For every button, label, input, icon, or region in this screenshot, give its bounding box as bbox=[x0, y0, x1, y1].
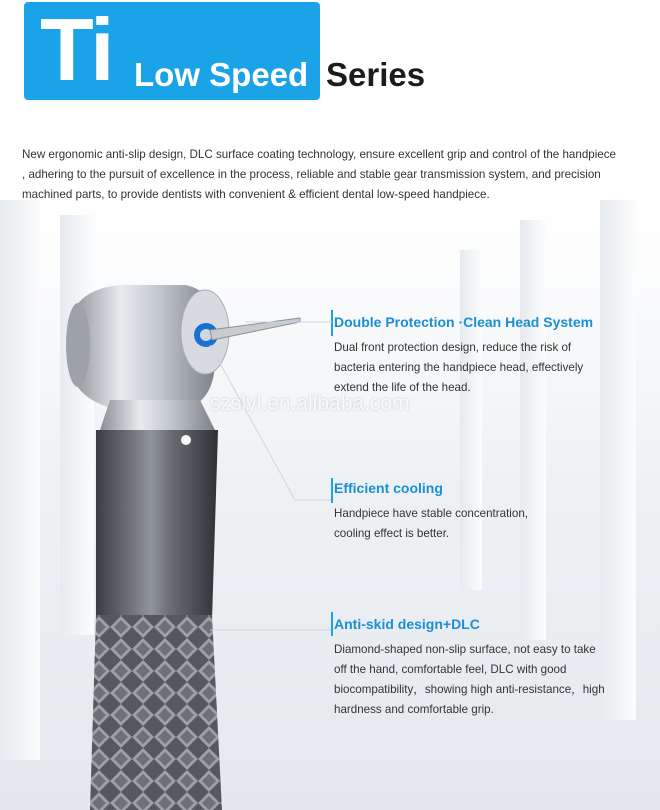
title-low-speed: Low Speed bbox=[134, 56, 309, 93]
feature-title-protection: Double Protection ·Clean Head System bbox=[334, 314, 594, 330]
feature-title-cooling: Efficient cooling bbox=[334, 480, 443, 496]
feature-desc-protection: Dual front protection design, reduce the risk of bacteria entering the handpiece head, effectively extend the life of the head. bbox=[334, 341, 584, 394]
feature-desc-cooling: Handpiece have stable concentration, cooling effect is better. bbox=[334, 507, 529, 540]
watermark: szslyl.en.alibaba.com bbox=[210, 392, 410, 415]
title-ti: Ti bbox=[40, 0, 113, 99]
feature-title-antiskid: Anti-skid design+DLC bbox=[334, 616, 480, 632]
title-series: Series bbox=[326, 56, 426, 93]
feature-desc-antiskid: Diamond-shaped non-slip surface, not easy to take off the hand, comfortable feel, DLC with good biocompatibility，showing high anti-resistance，high hardness and comfortable grip. bbox=[334, 643, 605, 716]
intro-paragraph: New ergonomic anti-slip design, DLC surface coating technology, ensure excellent grip and control of the handpiece , adhering to the pursuit of excellence in the process, reliable and stable gear transmission system, and precision machined parts, to provide dentists with convenient & efficient dental low-speed handpiece. bbox=[22, 148, 616, 201]
